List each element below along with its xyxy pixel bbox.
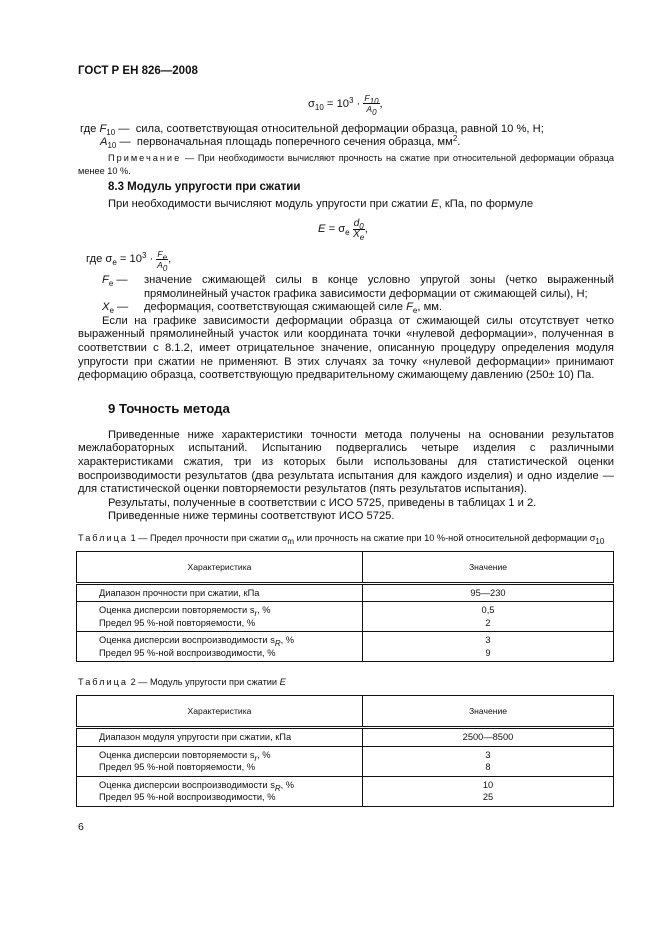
definition-xe: $X_e$ — деформация, соответствующая сжимающей силе $F_e$, мм. — [102, 301, 443, 316]
column-header: Характеристика — [77, 696, 363, 728]
paragraph-9-3: Приведенные ниже термины соответствуют ИСО 5725. — [108, 510, 395, 523]
formula-sigma-e: где $\sigma_e = 10^3$ · $\frac{F_e}{A_0}$ , — [86, 248, 172, 273]
table-1-caption: Таблица 1 — Предел прочности при сжатии $\sigma_m$ или прочность на сжатие при 10 %-ной относительной деформации $\sigma_{10}$ — [78, 532, 605, 546]
standard-header: ГОСТ Р ЕН 826—2008 — [78, 65, 198, 77]
table-row: Оценка дисперсии повторяемости $s_r$, % Предел 95 %-ной повторяемости, % 0,5 2 — [77, 602, 614, 632]
section-8-3-heading: 8.3 Модуль упругости при сжатии — [108, 180, 301, 193]
column-header: Характеристика — [77, 551, 363, 583]
table-row: Оценка дисперсии повторяемости $s_r$, % Предел 95 %-ной повторяемости, % 3 8 — [77, 746, 614, 776]
column-header: Значение — [363, 551, 614, 583]
paragraph-9-1: Приведенные ниже характеристики точности метода получены на основании результатов межлабораторных испытаний. Испытанию подвергались четыре изделия с различными характеристиками сжатия, три из которых были использованы для статистической оценки воспроизводимости результатов (два результата испытания для каждого изделия) и одно изделие — для статистической оценки повторяемости результатов (пять результатов испытания). — [78, 428, 614, 496]
note: Примечание — При необходимости вычисляют прочность на сжатие при относительной деформации образца менее 10 %. — [78, 152, 614, 176]
page-number: 6 — [78, 820, 84, 833]
section-8-3-intro: При необходимости вычисляют модуль упругости при сжатии E, кПа, по формуле — [108, 198, 534, 211]
paragraph-9-2: Результаты, полученные в соответствии с ИСО 5725, приведены в таблицах 1 и 2. — [108, 496, 537, 509]
table-2 — [76, 695, 614, 807]
definition-f10: где $F_{10}$ — сила, соответствующая относительной деформации образца, равной 10 %, Н; — [80, 122, 544, 137]
column-header: Значение — [363, 696, 614, 728]
table-row: Оценка дисперсии воспроизводимости $s_R$, % Предел 95 %-ной воспроизводимости, % 10 25 — [77, 776, 614, 806]
definition-fe: $F_e$ — значение сжимающей силы в конце условно упругой зоны (четко выраженный прямолинейный участок графика зависимости деформации от сжимающей силы), Н; — [102, 273, 614, 300]
paragraph-8-3: Если на графике зависимости деформации образца от сжимающей силы отсутствует четко выраженный прямолинейный участок или координата точки «нулевой деформации», полученная в соответствии с 8.1.2, имеет отрицательное значение, описанную процедуру определения модуля упругости при сжатии не применяют. В этих случаях за точку «нулевой деформации» принимают деформацию образца, соответствующую предварительному сжимающему давлению (250± 10) Па. — [78, 314, 614, 382]
definition-a10: $A_{10}$ — первоначальная площадь поперечного сечения образца, $мм^2$. — [100, 134, 461, 151]
formula-e: $E = \sigma_e$ $\frac{d_0}{X_e}$ , — [318, 217, 368, 242]
table-1 — [76, 551, 614, 663]
table-row: Диапазон модуля упругости при сжатии, кПа 2500—8500 — [77, 728, 614, 747]
table-row: Диапазон прочности при сжатии, кПа 95—230 — [77, 583, 614, 602]
section-9-heading: 9 Точность метода — [108, 400, 230, 416]
definitions-1 — [78, 123, 614, 150]
formula-sigma10: $\sigma_{10} = 10^3$ · $\frac{F_{10}}{A_0}$ , — [308, 93, 383, 118]
table-row: Оценка дисперсии воспроизводимости $s_R$, % Предел 95 %-ной воспроизводимости, % 3 9 — [77, 632, 614, 662]
table-2-caption: Таблица 2 — Модуль упругости при сжатии E — [78, 677, 286, 688]
